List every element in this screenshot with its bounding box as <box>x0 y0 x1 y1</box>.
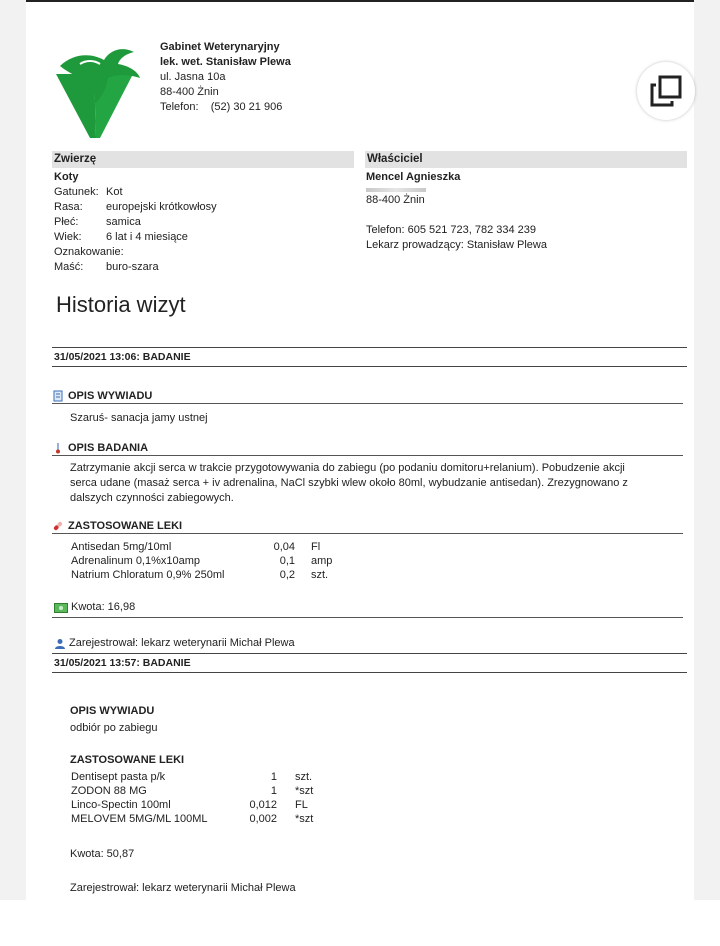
amount-row <box>54 600 135 615</box>
registered-row <box>54 636 295 651</box>
med-row: Linco-Spectin 100ml 0,012 FL <box>71 799 308 811</box>
animal-header: Zwierzę <box>52 151 354 168</box>
animal-field: Płeć: samica <box>54 216 141 228</box>
meds-section-title: ZASTOSOWANE LEKI <box>70 754 185 766</box>
owner-phone: Telefon: 605 521 723, 782 334 239 <box>366 224 537 236</box>
amount: Kwota: 50,87 <box>70 848 135 860</box>
owner-address: 88-400 Żnin <box>366 194 425 206</box>
registered-by: Zarejestrował: lekarz weterynarii Michał Plewa <box>70 882 296 894</box>
clinic-phone-row <box>160 100 291 115</box>
clinic-doctor: lek. wet. Stanisław Plewa <box>160 56 291 68</box>
med-row: Dentisept pasta p/k 1 szt. <box>71 771 313 783</box>
animal-details <box>54 170 354 275</box>
animal-field: Rasa: europejski krótkowłosy <box>54 201 217 213</box>
clinic-info <box>160 40 291 115</box>
divider <box>52 617 683 618</box>
exam-section-title: OPIS BADANIA <box>52 442 683 456</box>
left-margin <box>0 0 26 900</box>
thermometer-icon <box>52 442 64 454</box>
interview-text: Szaruś- sanacja jamy ustnej <box>70 412 208 424</box>
animal-name: Koty <box>54 171 79 183</box>
pill-icon <box>52 520 64 532</box>
med-row: Antisedan 5mg/10ml 0,04 Fl <box>71 541 321 553</box>
clinic-name: Gabinet Weterynaryjny <box>160 41 280 53</box>
owner-name: Mencel Agnieszka <box>366 171 461 183</box>
clinic-city: 88-400 Żnin <box>160 86 219 98</box>
clinic-phone: (52) 30 21 906 <box>210 101 283 113</box>
amount: Kwota: 16,98 <box>71 601 136 613</box>
exam-text: Zatrzymanie akcji serca w trakcie przygotowywania do zabiegu (po podaniu domitoru+relanium). Pobudzenie akcji serca udane (masaż serca + iv adrenalina, NaCl szybki wlew około 80ml, wybudzanie antisedan). Zrezygnowano z dalszych czynności zabiegowych. <box>70 462 628 504</box>
registered-by: Zarejestrował: lekarz weterynarii Michał Plewa <box>69 637 295 649</box>
money-icon <box>54 603 68 613</box>
copy-button[interactable] <box>637 62 695 120</box>
animal-field: Oznakowanie: <box>54 246 124 258</box>
copy-icon <box>649 74 683 108</box>
meds-section-title: ZASTOSOWANE LEKI <box>52 520 683 534</box>
page-title: Historia wizyt <box>56 292 186 317</box>
meds-table <box>71 770 313 826</box>
med-row: Adrenalinum 0,1%x10amp 0,1 amp <box>71 555 333 567</box>
bottom-bar <box>0 900 720 946</box>
owner-details <box>366 170 684 253</box>
top-border <box>26 0 694 2</box>
med-row: Natrium Chloratum 0,9% 250ml 0,2 szt. <box>71 569 329 581</box>
owner-header: Właściciel <box>365 151 687 168</box>
interview-section-title: OPIS WYWIADU <box>52 390 683 404</box>
animal-field: Gatunek: Kot <box>54 186 123 198</box>
med-row: ZODON 88 MG 1 *szt <box>71 785 314 797</box>
visit-header: 31/05/2021 13:57: BADANIE <box>52 653 687 673</box>
visit-header: 31/05/2021 13:06: BADANIE <box>52 347 687 367</box>
interview-section-title: OPIS WYWIADU <box>70 705 155 717</box>
animal-field: Wiek: 6 lat i 4 miesiące <box>54 231 188 243</box>
animal-field: Maść: buro-szara <box>54 261 159 273</box>
note-icon <box>52 390 64 402</box>
meds-table <box>71 540 332 582</box>
clinic-street: ul. Jasna 10a <box>160 71 226 83</box>
med-row: MELOVEM 5MG/ML 100ML 0,002 *szt <box>71 813 314 825</box>
right-margin <box>694 0 720 900</box>
clinic-phone-label: Telefon: <box>160 101 199 113</box>
interview-text: odbiór po zabiegu <box>70 722 158 734</box>
clinic-logo <box>50 44 142 140</box>
user-icon <box>54 638 66 650</box>
owner-doctor: Lekarz prowadzący: Stanisław Plewa <box>366 239 547 251</box>
blurred-street <box>366 188 426 192</box>
